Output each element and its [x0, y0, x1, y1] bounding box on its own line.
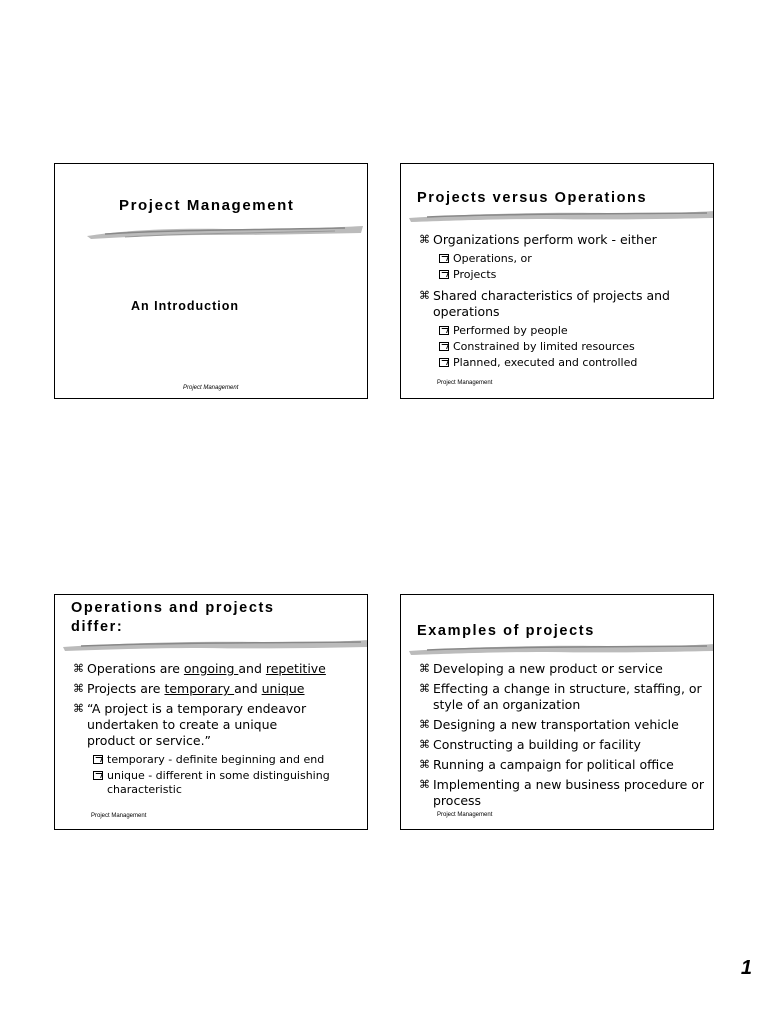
checkbox-bullet-icon — [439, 326, 449, 335]
slide-body — [419, 232, 705, 372]
slide-title: Examples of projects — [417, 623, 595, 639]
bullet: ⌘ Shared characteristics of projects and operations — [419, 288, 705, 320]
bullet: ⌘ Running a campaign for political office — [419, 757, 709, 773]
bullet: ⌘ Constructing a building or facility — [419, 737, 709, 753]
sub-bullet: Planned, executed and controlled — [429, 356, 705, 370]
slide-body — [73, 661, 353, 799]
sub-bullet: temporary - definite beginning and end — [83, 753, 353, 767]
page-number: 1 — [740, 957, 752, 979]
slide-2 — [400, 163, 714, 399]
brush-stroke-divider — [407, 639, 714, 659]
checkbox-bullet-icon — [93, 771, 103, 780]
checkbox-bullet-icon — [93, 755, 103, 764]
slide-footer: Project Management — [183, 385, 239, 391]
sub-bullet: Performed by people — [429, 324, 705, 338]
bullet: ⌘ Effecting a change in structure, staffing, or style of an organization — [419, 681, 709, 713]
brush-stroke-divider — [61, 635, 368, 655]
sub-bullet: Constrained by limited resources — [429, 340, 705, 354]
sub-bullet: unique - different in some distinguishing characteristic — [83, 769, 337, 797]
sub-bullet: Projects — [429, 268, 705, 282]
checkbox-bullet-icon — [439, 358, 449, 367]
checkbox-bullet-icon — [439, 342, 449, 351]
bullet: ⌘ Designing a new transportation vehicle — [419, 717, 709, 733]
brush-stroke-divider — [85, 220, 365, 242]
checkbox-bullet-icon — [439, 270, 449, 279]
bullet: ⌘ Projects are temporary and unique — [73, 681, 353, 697]
slide-1 — [54, 163, 368, 399]
checkbox-bullet-icon — [439, 254, 449, 263]
sub-bullet: Operations, or — [429, 252, 705, 266]
bullet: ⌘ Organizations perform work - either — [419, 232, 705, 248]
slide-body — [419, 661, 709, 813]
slide-footer: Project Management — [437, 380, 493, 386]
slide-footer: Project Management — [437, 812, 493, 818]
slide-title: Operations and projects differ: — [71, 600, 275, 635]
bullet: ⌘ “A project is a temporary endeavor undertaken to create a unique product or service.” — [73, 701, 327, 749]
brush-stroke-divider — [407, 206, 714, 226]
slide-subtitle: An Introduction — [131, 299, 240, 313]
slide-title: Projects versus Operations — [417, 190, 648, 206]
bullet: ⌘ Implementing a new business procedure or process — [419, 777, 709, 809]
slide-title: Project Management — [119, 197, 295, 214]
slide-4 — [400, 594, 714, 830]
slide-footer: Project Management — [91, 813, 147, 819]
bullet: ⌘ Developing a new product or service — [419, 661, 709, 677]
bullet: ⌘ Operations are ongoing and repetitive — [73, 661, 353, 677]
slide-3 — [54, 594, 368, 830]
